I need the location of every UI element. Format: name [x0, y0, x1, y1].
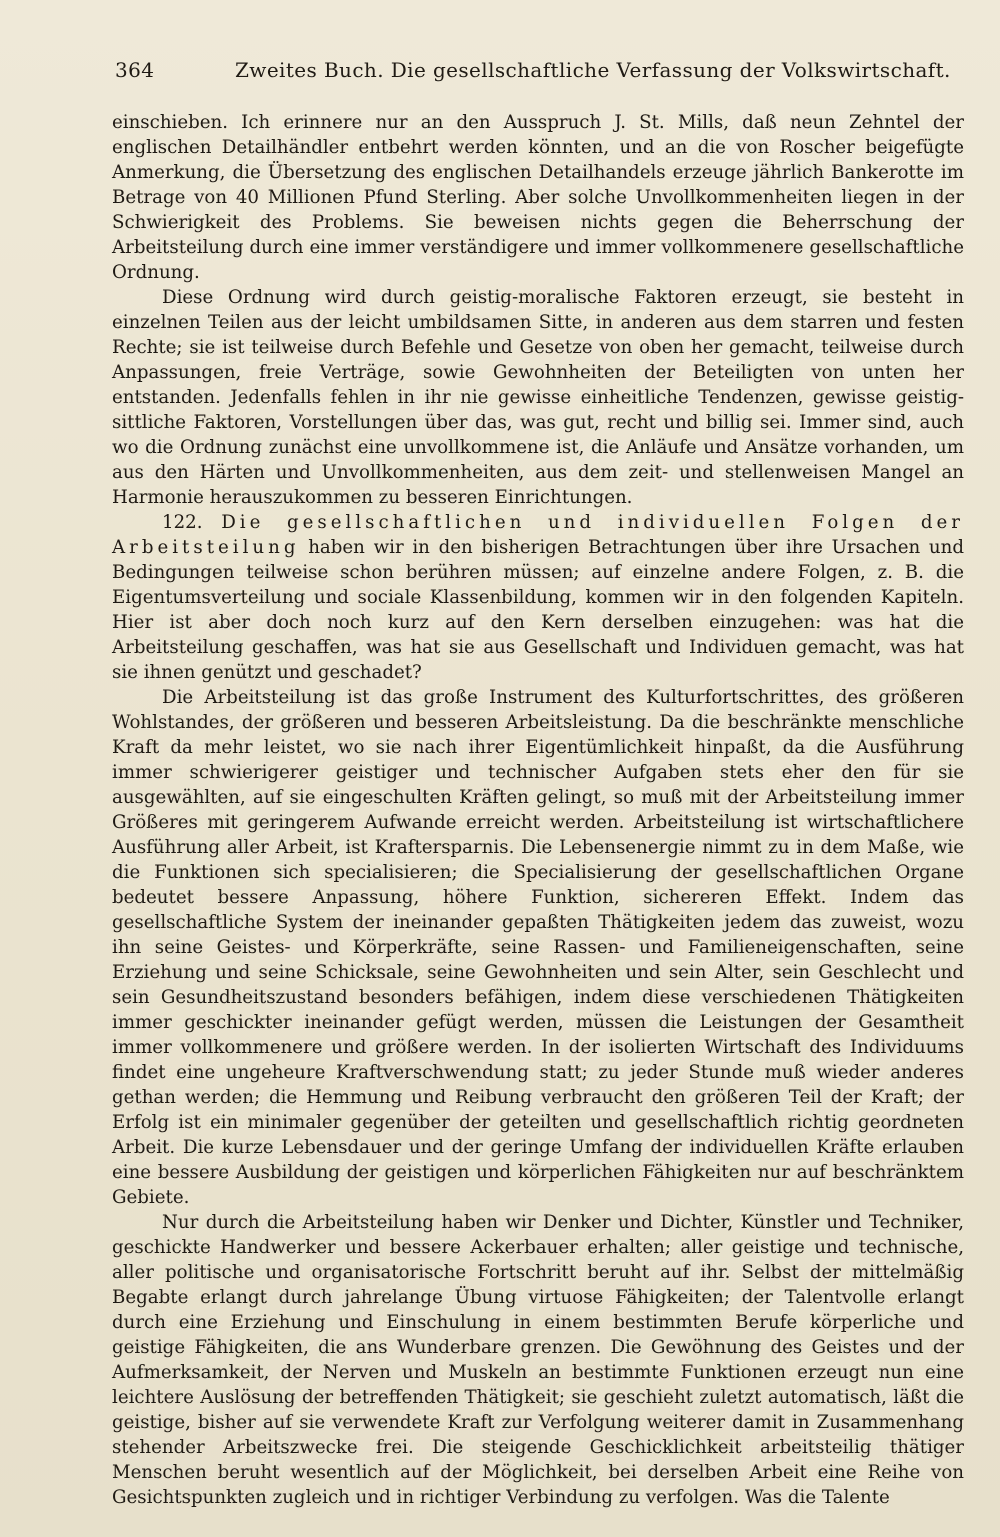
section-heading-spaced: Die gesellschaftlichen und individuellen Folgen der Arbeitsteilung — [112, 512, 964, 558]
running-title: Zweites Buch. Die gesellschaftliche Verfassung der Volkswirtschaft. — [235, 58, 951, 82]
paragraph-2: Diese Ordnung wird durch geistig-moralische Faktoren erzeugt, sie besteht in einzelnen Teilen aus der leicht umbildsamen Sitte, in anderen aus dem starren und festen Rechte; sie ist teilweise durch Befehle und Gesetze von oben her gemacht, teilweise durch Anpassungen, freie Verträge, sowie Gewohnheiten der Beteiligten von unten her entstanden. Jedenfalls fehlen in ihr nie gewisse einheitliche Tendenzen, gewisse geistig-sittliche Faktoren, Vorstellungen über das, was gut, recht und billig sei. Immer sind, auch wo die Ordnung zunächst eine unvollkommene ist, die Anläufe und Ansätze vorhanden, um aus den Härten und Unvollkommenheiten, aus dem zeit- und stellenweisen Mangel an Harmonie herauszukommen zu besseren Einrichtungen. — [112, 287, 964, 508]
paragraph-3-section-122 — [112, 510, 964, 685]
page-number: 364 — [115, 58, 155, 82]
section-text: haben wir in den bisherigen Betrachtungen über ihre Ursachen und Bedingungen teilweise schon berühren müssen; auf einzelne andere Folgen, z. B. die Eigentumsverteilung und sociale Klassenbildung, kommen wir in den folgenden Kapiteln. Hier ist aber doch noch kurz auf den Kern derselben einzugehen: was hat die Arbeitsteilung geschaffen, was hat sie aus Gesellschaft und Individuen gemacht, was hat sie ihnen genützt und geschadet? — [112, 537, 964, 683]
body-text — [112, 110, 964, 1510]
paragraph-1: einschieben. Ich erinnere nur an den Ausspruch J. St. Mills, daß neun Zehntel der englischen Detailhändler entbehrt werden könnten, und an die von Roscher beigefügte Anmerkung, die Übersetzung des englischen Detailhandels erzeuge jährlich Bankerotte im Betrage von 40 Millionen Pfund Sterling. Aber solche Unvollkommenheiten liegen in der Schwierigkeit des Problems. Sie beweisen nichts gegen die Beherrschung der Arbeitsteilung durch eine immer verständigere und immer vollkommenere gesellschaftliche Ordnung. — [112, 112, 964, 283]
running-head — [115, 58, 960, 88]
paragraph-4: Die Arbeitsteilung ist das große Instrument des Kulturfortschrittes, des größeren Wohlstandes, der größeren und besseren Arbeitsleistung. Da die beschränkte menschliche Kraft da mehr leistet, wo sie nach ihrer Eigentümlichkeit hinpaßt, da die Ausführung immer schwierigerer geistiger und technischer Aufgaben stets eher den für sie ausgewählten, auf sie eingeschulten Kräften gelingt, so muß mit der Arbeitsteilung immer Größeres mit geringerem Aufwande erreicht werden. Arbeitsteilung ist wirtschaftlichere Ausführung aller Arbeit, ist Kraftersparnis. Die Lebensenergie nimmt zu in dem Maße, wie die Funktionen sich specialisieren; die Specialisierung der gesellschaftlichen Organe bedeutet bessere Anpassung, höhere Funktion, sichereren Effekt. Indem das gesellschaftliche System der ineinander gepaßten Thätigkeiten jedem das zuweist, wozu ihn seine Geistes- und Körperkräfte, seine Rassen- und Familieneigenschaften, seine Erziehung und seine Schicksale, seine Gewohnheiten und sein Alter, sein Geschlecht und sein Gesundheitszustand besonders befähigen, indem diese verschiedenen Thätigkeiten immer geschickter ineinander gefügt werden, müssen die Leistungen der Gesamtheit immer vollkommenere und größere werden. In der isolierten Wirtschaft des Individuums findet eine ungeheure Kraftverschwendung statt; zu jeder Stunde muß wieder anderes gethan werden; die Hemmung und Reibung verbraucht den größeren Teil der Kraft; der Erfolg ist ein minimaler gegenüber der geteilten und gesellschaftlich richtig geordneten Arbeit. Die kurze Lebensdauer und der geringe Umfang der individuellen Kräfte erlauben eine bessere Ausbildung der geistigen und körperlichen Fähigkeiten nur auf beschränktem Gebiete. — [112, 687, 964, 1208]
section-number: 122. — [162, 512, 203, 533]
paragraph-5: Nur durch die Arbeitsteilung haben wir Denker und Dichter, Künstler und Techniker, geschickte Handwerker und bessere Ackerbauer erhalten; aller geistige und technische, aller politische und organisatorische Fortschritt beruht auf ihr. Selbst der mittelmäßig Begabte erlangt durch jahrelange Übung virtuose Fähigkeiten; der Talentvolle erlangt durch eine Erziehung und Einschulung in einem bestimmten Berufe körperliche und geistige Fähigkeiten, die ans Wunderbare grenzen. Die Gewöhnung des Geistes und der Aufmerksamkeit, der Nerven und Muskeln an bestimmte Funktionen erzeugt nun eine leichtere Auslösung der betreffenden Thätigkeit; sie geschieht zuletzt automatisch, läßt die geistige, bisher auf sie verwendete Kraft zur Verfolgung weiterer damit in Zusammenhang stehender Arbeitszwecke frei. Die steigende Geschicklichkeit arbeitsteilig thätiger Menschen beruht wesentlich auf der Möglichkeit, bei derselben Arbeit eine Reihe von Gesichtspunkten zugleich und in richtiger Verbindung zu verfolgen. Was die Talente — [112, 1212, 964, 1508]
